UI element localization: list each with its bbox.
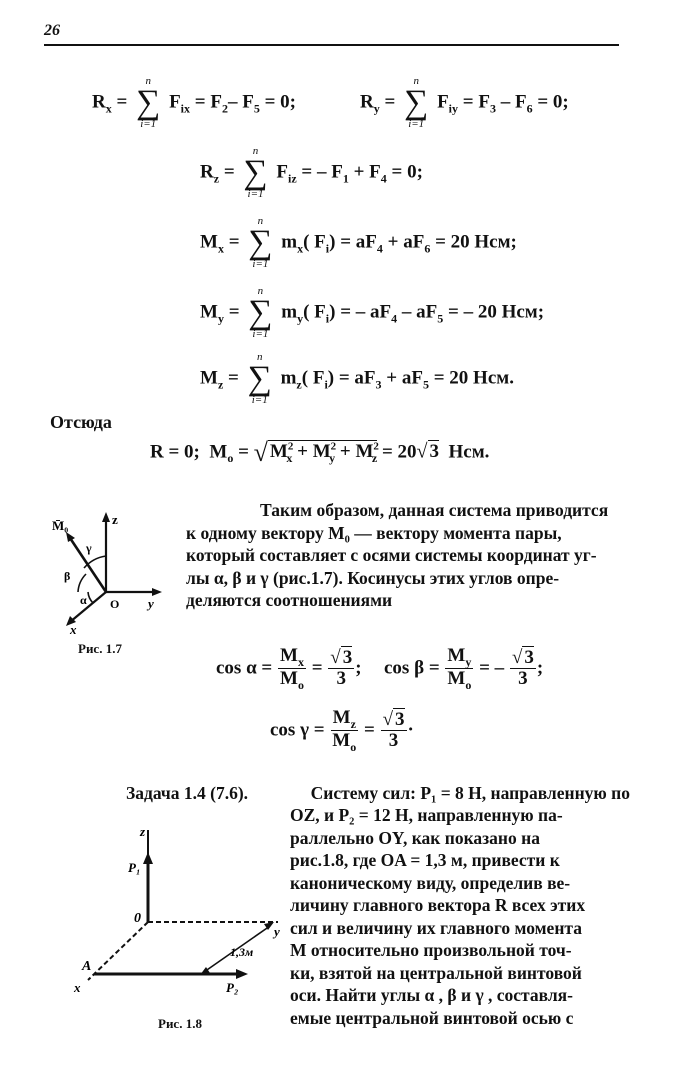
fig18-label-y: y: [274, 924, 280, 939]
equation-cos-alpha: cos α = $\frac{M_x}{M_o}$ = $\frac{√ 3}{3}$ ;: [216, 645, 362, 693]
page-number: 26: [44, 22, 60, 39]
fig17-label-m0: M̄₀: [52, 518, 69, 533]
paragraph-1: Таким образом, данная система приводится к одному вектору M₀ — вектору момента пары, который составляет с осями системы координат уг- лы α, β и γ (рис.1.7). Косинусы этих углов опре- деляются соотношениями: [186, 500, 609, 610]
equation-cos-gamma: cos γ = $\frac{M_z}{M_o}$ = $\frac{√ 3}{3}$ ·: [270, 707, 414, 755]
fig18-caption: Рис. 1.8: [158, 1016, 202, 1031]
sum-symbol: n ∑ i=1: [243, 145, 268, 201]
fig18-label-x: x: [74, 980, 81, 995]
task-1-4-first-line: Задача 1.4 (7.6). Систему сил: P₁ = 8 Н, направленную по: [126, 783, 630, 803]
sum-symbol: n ∑ i=1: [404, 75, 429, 131]
fig17-label-o: O: [110, 597, 120, 611]
sum-symbol: n ∑ i=1: [247, 351, 272, 407]
task-title: Задача 1.4 (7.6).: [126, 783, 249, 803]
sum-symbol: n ∑ i=1: [248, 215, 273, 271]
equation-rz: $R_z$ = n ∑ i=1 $F_{iz}$ = – $F_1 + F_4 = 0$;: [200, 145, 423, 201]
fig17-label-y: y: [148, 596, 154, 611]
equation-cos-beta: cos β = $\frac{M_y}{M_o}$ = – $\frac{√ 3}{3}$ ;: [384, 645, 544, 693]
fig18-label-a: A: [82, 959, 92, 974]
fig17-label-z: z: [112, 512, 118, 527]
fig18-label-z: z: [140, 824, 146, 839]
fig18-label-length: 1,3м: [230, 945, 254, 959]
sum-symbol: n ∑ i=1: [248, 285, 273, 341]
sum-symbol: n ∑ i=1: [136, 75, 161, 131]
fig17-label-alpha: α: [80, 593, 87, 607]
axis-x: [88, 922, 148, 980]
fig17-label-x: x: [70, 622, 77, 636]
header-rule: [44, 44, 619, 46]
fig17-label-gamma: γ: [86, 541, 92, 555]
fig18-label-p2: P₂: [226, 980, 239, 995]
equation-rx: $R_x$ = n ∑ i=1 $F_{ix} = F_2-$ $F_5 = 0$;: [92, 75, 296, 131]
task-1-4-body: OZ, и P₂ = 12 Н, направленную па- раллельно OY, как показано на рис.1.8, где OA = 1,3 м, привести к каноническому виду, определив ве- личину главного вектора R всех этих сил и величину их главного момента M относительно произвольной точ- ки, взятой на центральной винтовой оси. Найти углы α , β и γ , составля- емые центральной винтовой осью с: [290, 805, 586, 1028]
fig18-label-o: 0: [134, 911, 141, 926]
equation-result: R = 0; $M_o$ = √ $M^2_x + M^2_y + M^2_z = 20√$ 3 Нсм.: [150, 438, 490, 467]
equation-ry: $R_y$ = n ∑ i=1 $F_{iy} = F_3 - F_6 = 0$;: [360, 75, 569, 131]
fig17-label-beta: β: [64, 569, 71, 583]
fig17-caption: Рис. 1.7: [78, 641, 122, 656]
equation-mx: $M_x$ = n ∑ i=1 $m_x$( $F_i) = aF_4 + aF_6 = 20$ Нсм;: [200, 215, 517, 271]
fig18-label-p1: P₁: [128, 860, 141, 875]
figure-1-7: [48, 508, 168, 636]
equation-my: $M_y$ = n ∑ i=1 $m_y$( $F_i$) = – $aF_4 - aF_5$ = – 20 Нсм;: [200, 285, 545, 341]
equation-mz: $M_z$ = n ∑ i=1 $m_z$( $F_i) = aF_3 + aF_5 = 20$ Нсм.: [200, 351, 514, 407]
hence-label: Отсюда: [50, 412, 112, 432]
axis-x: [70, 592, 106, 622]
figure-1-8: [70, 822, 290, 998]
